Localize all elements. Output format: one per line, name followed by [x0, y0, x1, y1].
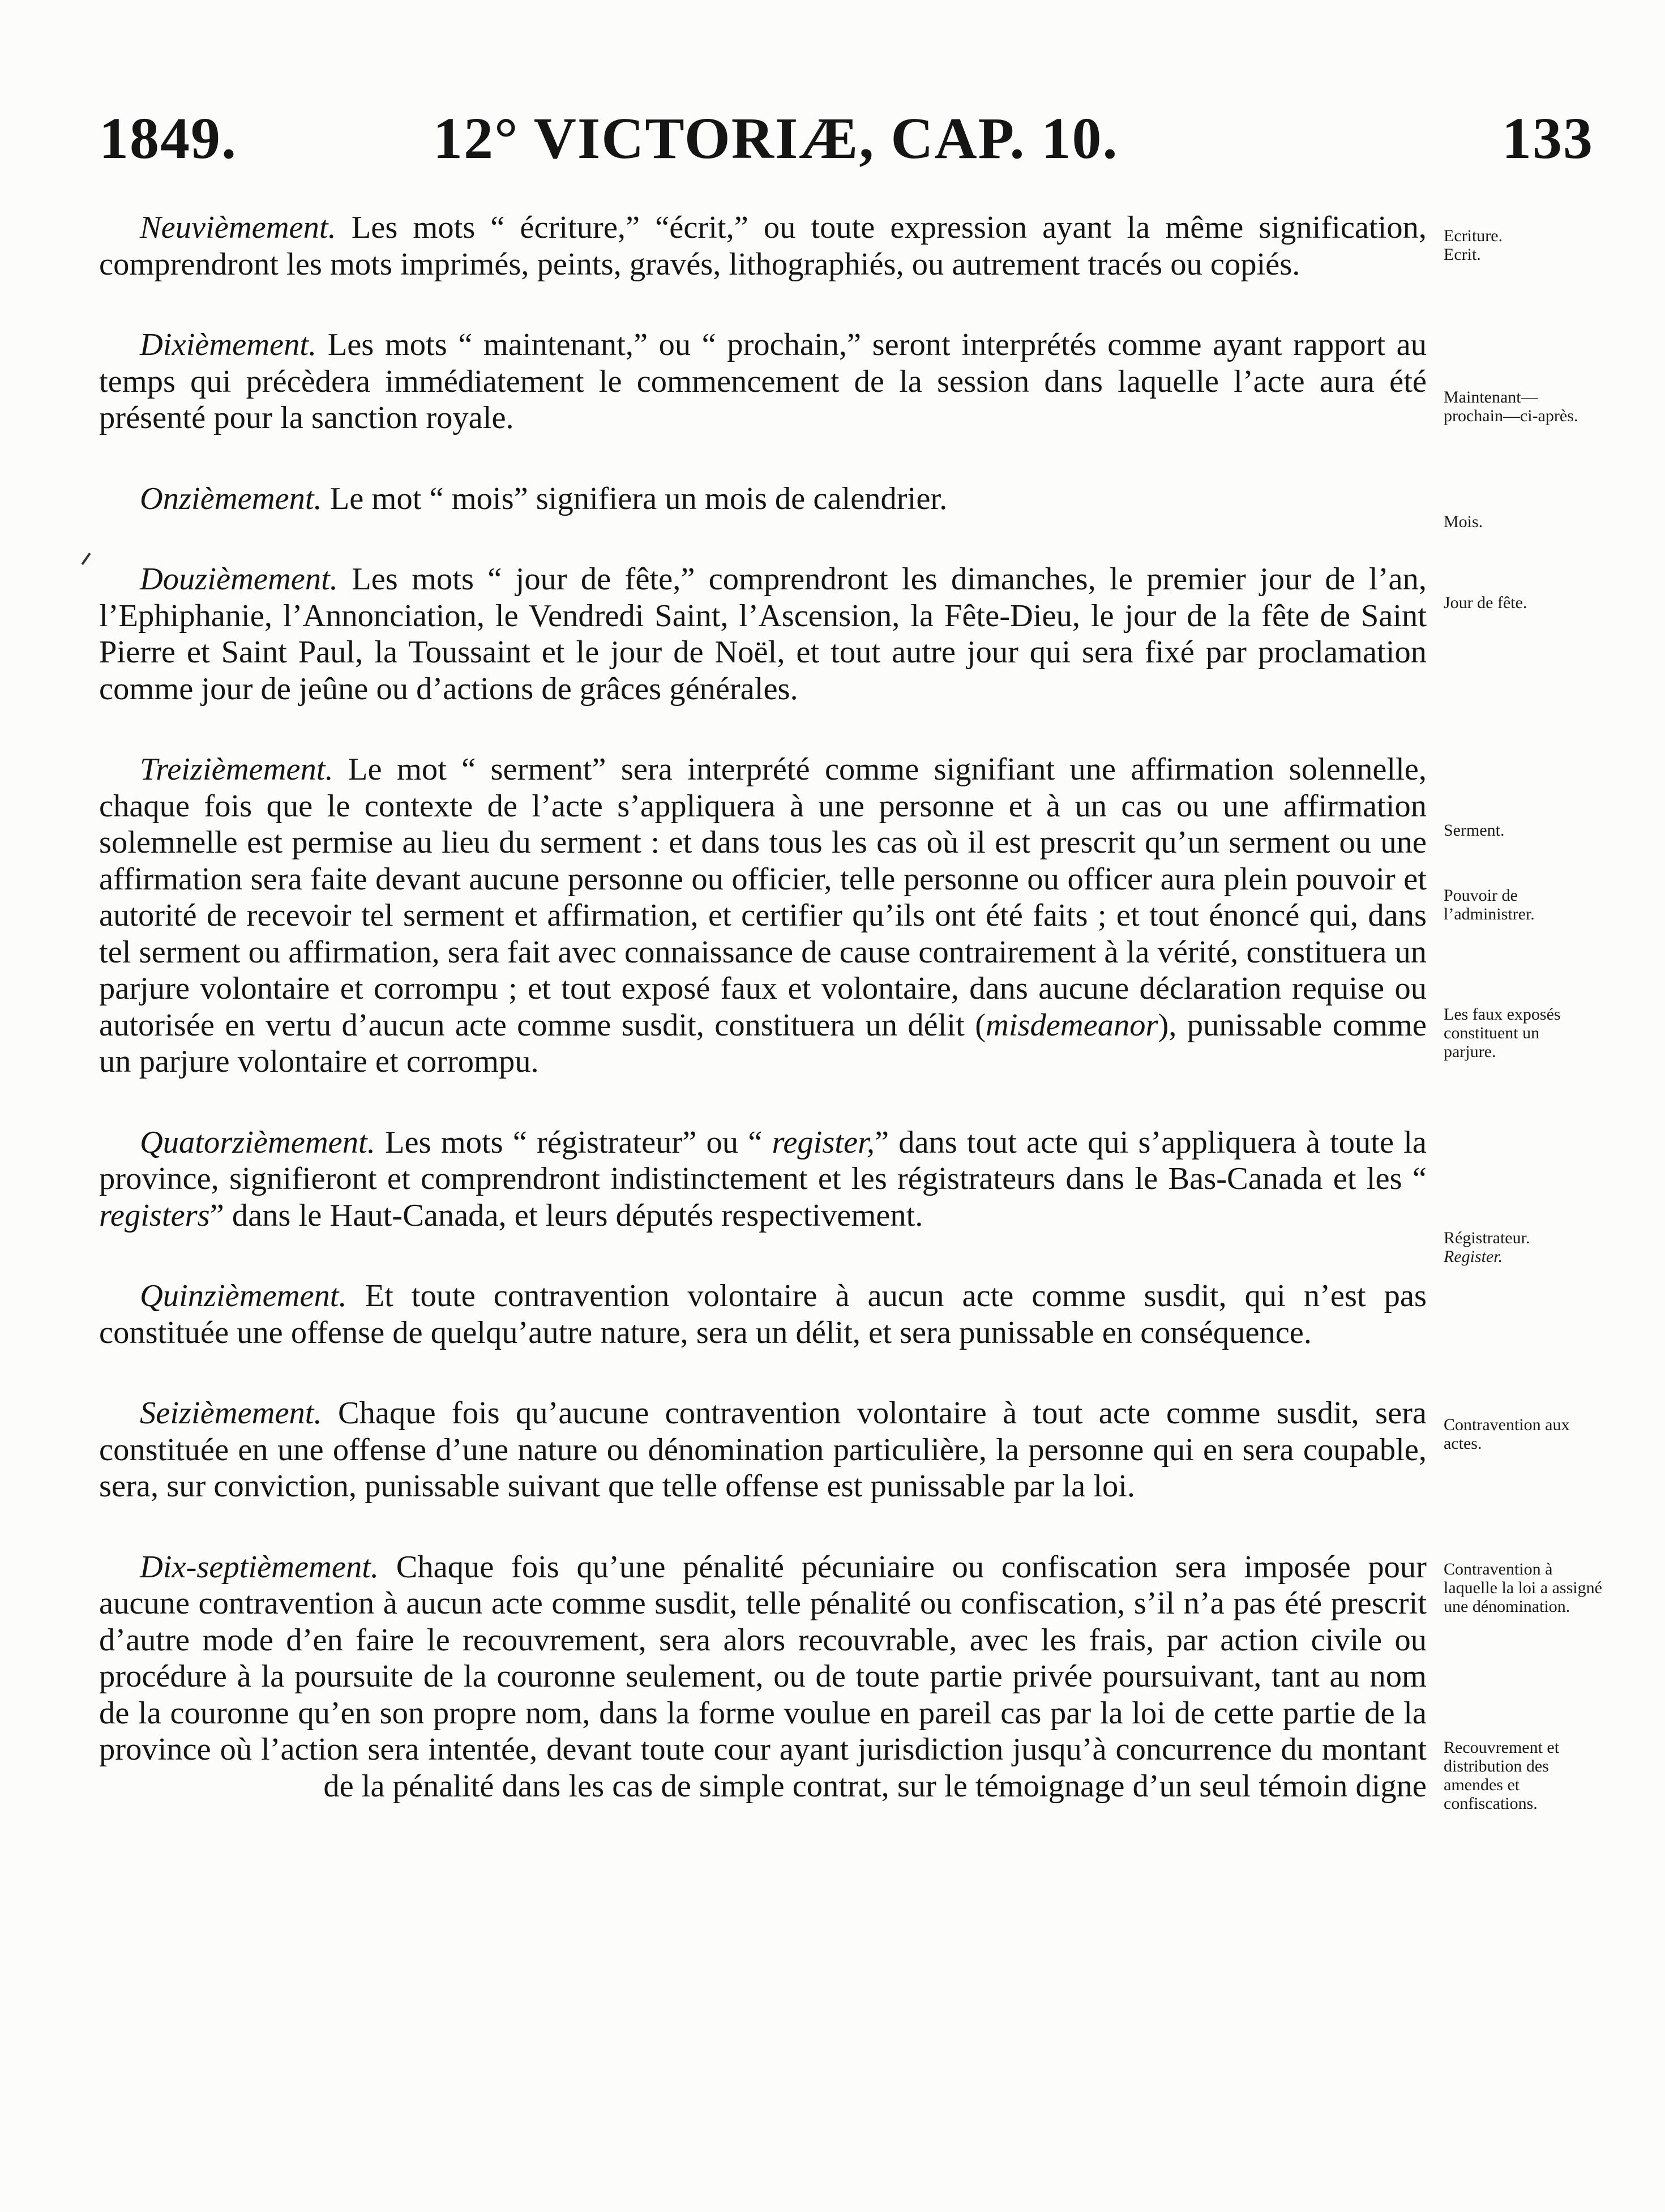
margin-note-serment: Serment. [1444, 821, 1505, 840]
paragraph-treiziemement [99, 751, 1427, 1080]
margin-note-jour-de-fete: Jour de fête. [1444, 593, 1527, 612]
paragraph-dixiemement [99, 327, 1427, 437]
paragraph-text: Chaque fois qu’une pénalité pécuniaire ou confiscation sera imposée pour aucune contravention à aucun acte comme susdit, telle pénalité ou confiscation, s’il n’a pas été prescrit d’autre mode d’en faire le recouvrement, sera alors recouvrable, avec les frais, par action civile ou procédure à la poursuite de la couronne seulement, ou de toute partie privée poursuivant, tant au nom de la couronne qu’en son propre nom, dans la forme voulue en pareil cas par la loi de cette partie de la province où l’action sera intentée, devant toute cour ayant jurisdiction jusqu’à concurrence du montant de la pénalité dans les cas de simple contrat, sur le témoignage d’un seul témoin digne [99, 1549, 1427, 1804]
header-year: 1849. [99, 106, 237, 171]
paragraph-lead: Treizièmement. [140, 752, 333, 787]
margin-note-registrateur [1444, 1229, 1608, 1266]
paragraph-text: Le mot “ mois” signifiera un mois de calendrier. [322, 481, 948, 516]
paragraph-text-tail: ), punissable comme un parjure volontaire et corrompu. [99, 1007, 1427, 1079]
paragraph-quatorziemement [99, 1124, 1427, 1234]
paragraph-lead: Neuvièmement. [140, 210, 336, 245]
paragraph-quinziemement [99, 1278, 1427, 1351]
margin-note-text: Régistrateur. [1444, 1229, 1530, 1247]
body-text [99, 209, 1427, 1849]
paragraph-text-tail: ” dans le Haut-Canada, et leurs députés respectivement. [209, 1197, 923, 1233]
margin-note-pouvoir: Pouvoir de l’administrer. [1444, 886, 1535, 923]
paragraph-douziemement [99, 561, 1427, 707]
paragraph-neuviemement [99, 209, 1427, 283]
header-title: 12° VICTORIÆ, CAP. 10. [433, 106, 1119, 171]
paragraph-lead: Quinzièmement. [140, 1278, 347, 1313]
margin-note-italic: Register. [1444, 1247, 1503, 1266]
paragraph-text: Et toute contravention volontaire à aucun acte comme susdit, qui n’est pas constituée une offense de quelqu’autre nature, sera un délit, et sera punissable en conséquence. [99, 1278, 1427, 1350]
paragraph-lead: Douzièmement. [140, 562, 338, 597]
paragraph-text: Les mots “ maintenant,” ou “ prochain,” seront interprétés comme ayant rapport au temps qui précèdera immédiatement le commencement de la session dans laquelle l’acte aura été présenté pour la sanction royale. [99, 327, 1427, 435]
paragraph-seiziemement [99, 1395, 1427, 1505]
paragraph-text: Les mots “ écriture,” “écrit,” ou toute expression ayant la même signification, comprendront les mots imprimés, peints, gravés, lithographiés, ou autrement tracés ou copiés. [99, 210, 1427, 282]
paragraph-text: Les mots “ jour de fête,” comprendront les dimanches, le premier jour de l’an, l’Ephiphanie, l’Annonciation, le Vendredi Saint, l’Ascension, la Fête-Dieu, le jour de la fête de Saint Pierre et Saint Paul, la Toussaint et le jour de Noël, et tout autre jour qui sera fixé par proclamation comme jour de jeûne ou d’actions de grâces générales. [99, 562, 1427, 707]
paragraph-text: Chaque fois qu’aucune contravention volontaire à tout acte comme susdit, sera constituée en une offense d’une nature ou dénomination particulière, la personne qui en sera coupable, sera, sur conviction, punissable suivant que telle offense est punissable par la loi. [99, 1396, 1427, 1504]
paragraph-text: Le mot “ serment” sera interprété comme signifiant une affirmation solennelle, chaque fois que le contexte de l’acte s’appliquera à une personne et à un cas ou une affirmation solemnelle est permise au lieu du serment : et dans tous les cas où il est prescrit qu’un serment ou une affirmation sera faite devant aucune personne ou officier, telle personne ou officer aura plein pouvoir et autorité de recevoir tel serment et affirmation, et certifier qu’ils ont été faits ; et tout énoncé qui, dans tel serment ou affirmation, sera fait avec connaissance de cause contrairement à la vérité, constituera un parjure volontaire et corrompu ; et tout exposé faux et volontaire, dans aucune déclaration requise ou autorisée en vertu d’aucun acte comme susdit, constituera un délit ( [99, 752, 1427, 1043]
paragraph-italic-term: register, [772, 1124, 875, 1160]
page-number: 133 [1502, 106, 1594, 171]
margin-note-mois: Mois. [1444, 512, 1483, 531]
paragraph-lead: Seizièmement. [140, 1396, 322, 1431]
margin-note-faux-exposes: Les faux exposés constituent un parjure. [1444, 1005, 1561, 1061]
margin-note-maintenant: Maintenant—prochain—ci-après. [1444, 388, 1578, 425]
paragraph-onziemement [99, 481, 1427, 517]
paragraph-lead: Quatorzièmement. [140, 1124, 375, 1160]
margin-note-ecriture: Ecriture. Ecrit. [1444, 226, 1503, 264]
paragraph-lead: Onzièmement. [140, 481, 322, 516]
page-header [99, 105, 1594, 173]
paragraph-lead: Dixièmement. [140, 327, 317, 362]
paragraph-italic-term: registers [99, 1197, 210, 1233]
margin-note-contravention: Contravention aux actes. [1444, 1415, 1570, 1453]
stray-mark [81, 553, 91, 565]
paragraph-dix-septiemement [99, 1549, 1427, 1805]
paragraph-text-tail: ” dans tout acte qui s’appliquera à toute la province, signifieront et comprendront indistinctement et les régistrateurs dans le Bas-Canada et les “ [99, 1124, 1427, 1196]
paragraph-italic-term: misdemeanor [986, 1007, 1158, 1043]
margin-note-recouvrement: Recouvrement et distribution des amendes et confiscations. [1444, 1738, 1560, 1813]
paragraph-text: Les mots “ régistrateur” ou “ [375, 1124, 772, 1160]
margin-note-contravention-denomination: Contravention à laquelle la loi a assigné une dénomination. [1444, 1560, 1602, 1616]
paragraph-lead: Dix-septièmement. [140, 1549, 379, 1585]
